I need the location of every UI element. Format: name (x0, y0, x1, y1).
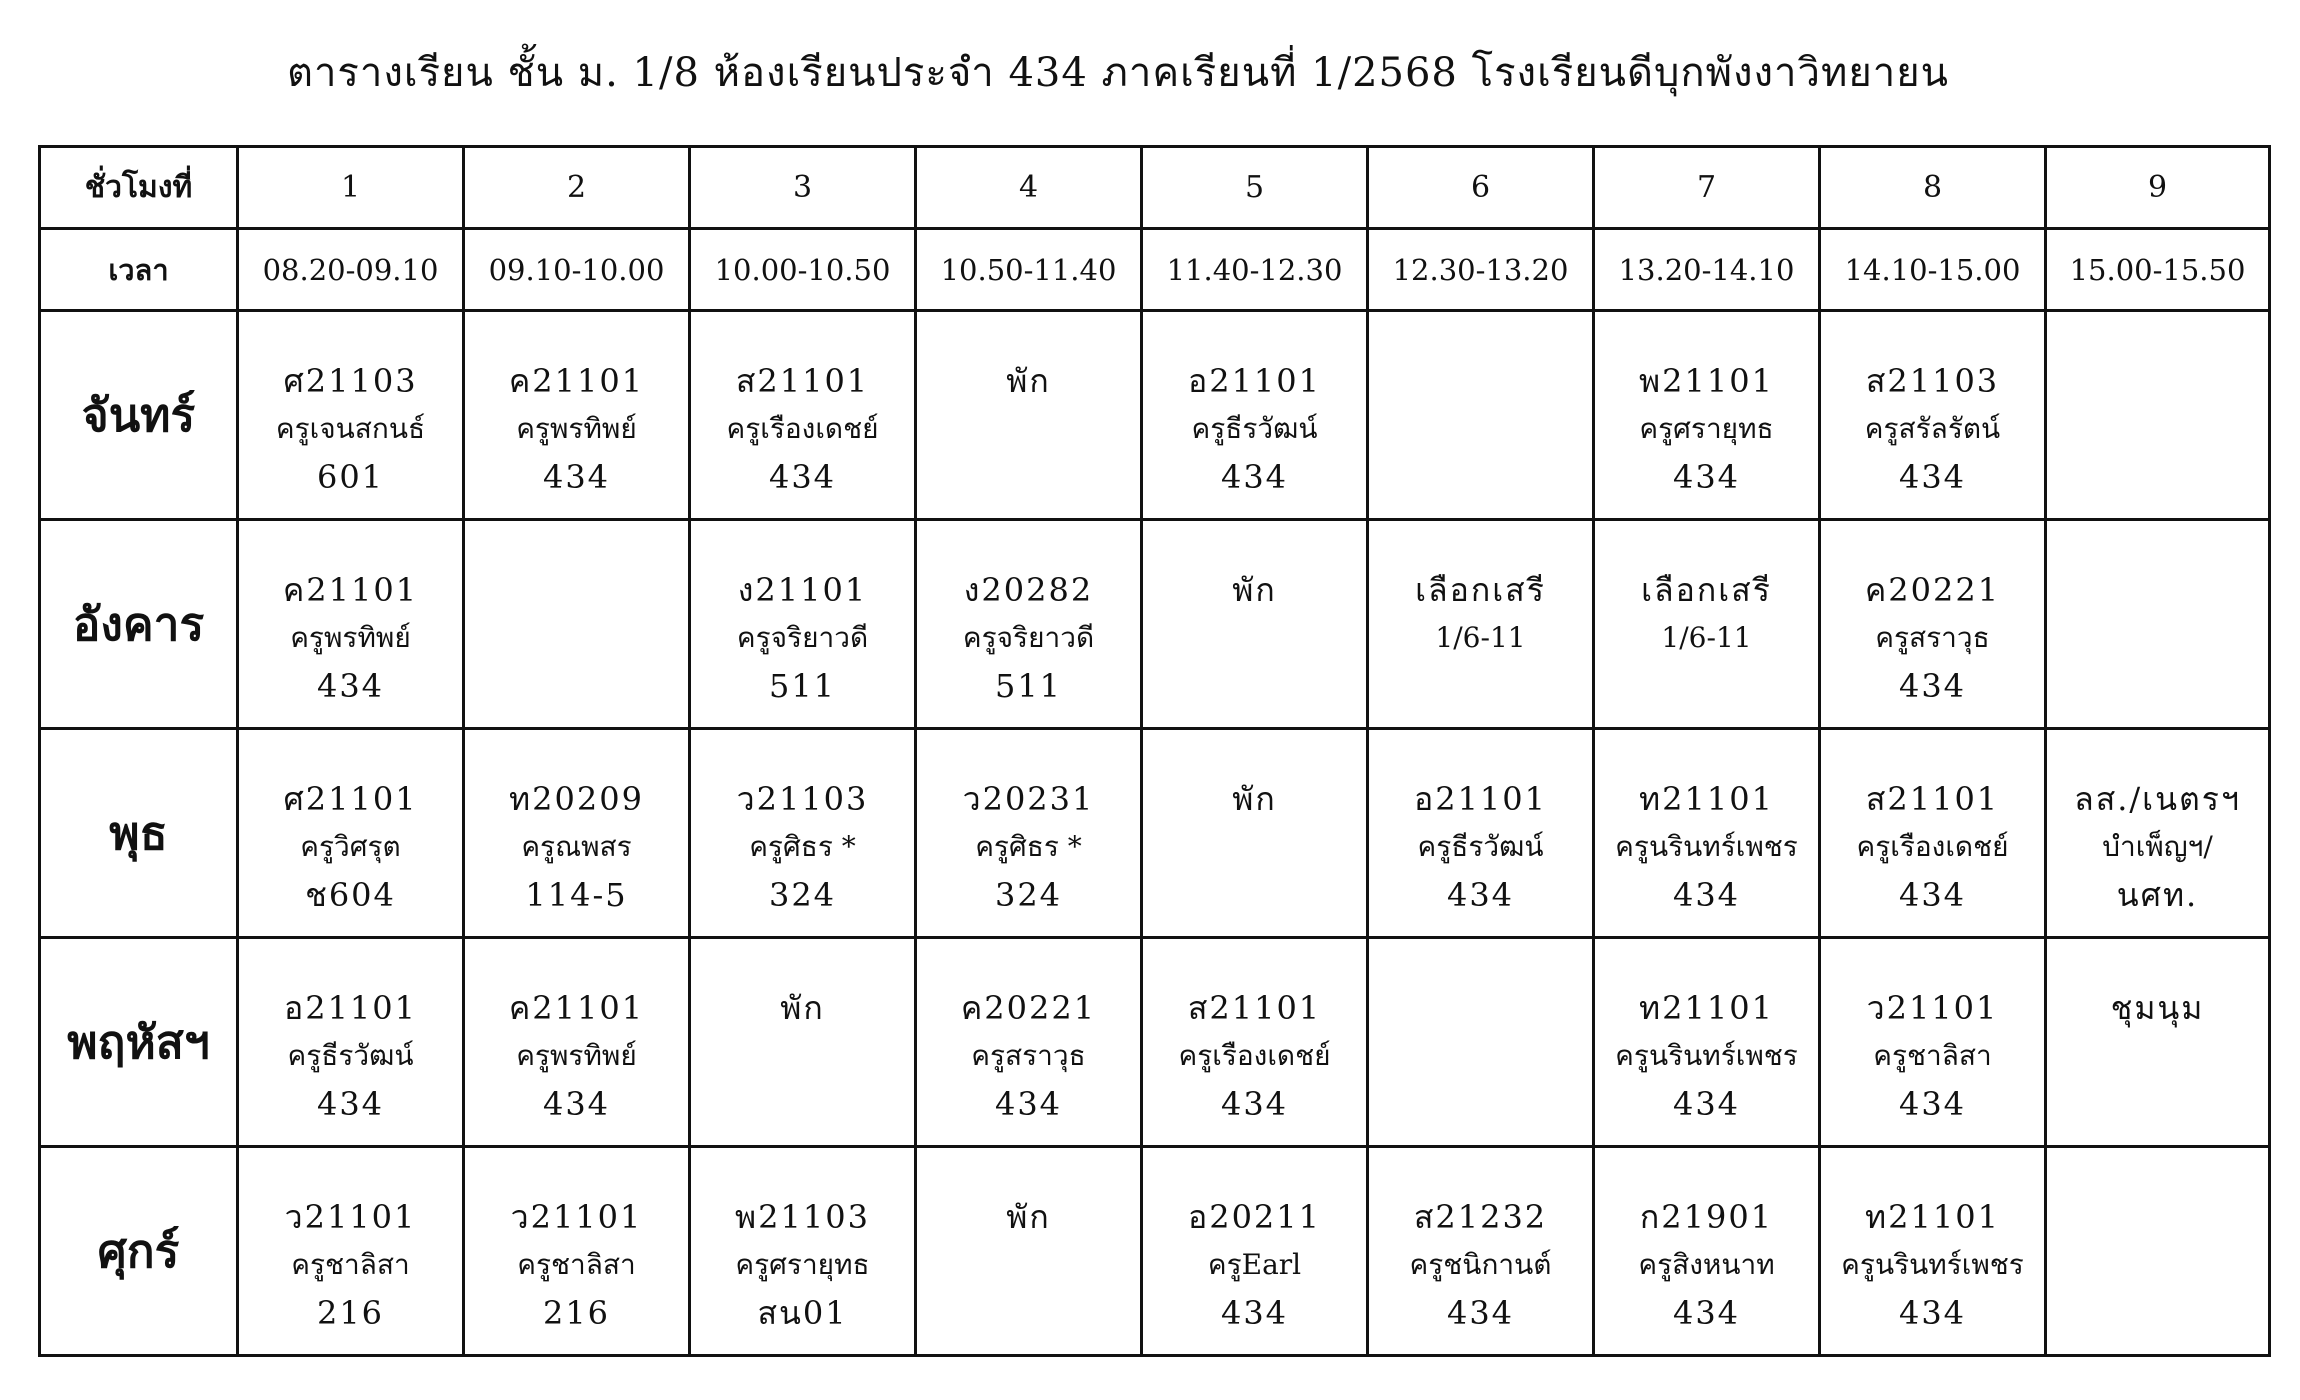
subject-code: ส21232 (1413, 1198, 1548, 1236)
teacher-name: ครูชนิกานต์ (1409, 1248, 1552, 1281)
room-number (917, 457, 1140, 497)
subject-code (2047, 570, 2268, 610)
class-cell (2046, 938, 2270, 1147)
subject-code: ลส./เนตรฯ (2074, 780, 2241, 818)
period-time: 15.00-15.50 (2046, 229, 2270, 311)
class-cell (1820, 1147, 2046, 1356)
room-number: ช604 (305, 876, 396, 914)
teacher-name: ครูเจนสกนธ์ (275, 412, 426, 445)
teacher-name (2047, 401, 2268, 457)
day-row-wednesday (40, 729, 2270, 938)
subject-code: ว21101 (510, 1198, 643, 1236)
class-cell (238, 938, 464, 1147)
class-cell (238, 520, 464, 729)
period-time: 10.50-11.40 (916, 229, 1142, 311)
class-cell (1368, 311, 1594, 520)
room-number: นศท. (2116, 876, 2199, 914)
room-number (1143, 666, 1366, 706)
teacher-name: ครูธีรวัฒน์ (287, 1039, 414, 1072)
subject-code (1369, 361, 1592, 401)
room-number: 434 (1672, 1294, 1741, 1332)
period-time: 08.20-09.10 (238, 229, 464, 311)
teacher-name: ครูชาลิสา (1873, 1039, 1992, 1072)
room-number: 434 (994, 1085, 1063, 1123)
subject-code: ท20209 (509, 780, 644, 818)
teacher-name: ครูธีรวัฒน์ (1191, 412, 1318, 445)
room-number: 434 (1898, 667, 1967, 705)
class-cell (1820, 938, 2046, 1147)
teacher-name: ครูเรืองเดชย์ (1178, 1039, 1331, 1072)
room-number: 434 (316, 667, 385, 705)
subject-code: ส21101 (735, 362, 870, 400)
room-number: 511 (994, 667, 1063, 705)
class-cell (1142, 1147, 1368, 1356)
teacher-name: ครูสรัลรัตน์ (1864, 412, 2001, 445)
teacher-name: ครูจริยาวดี (962, 621, 1095, 654)
class-cell (1368, 938, 1594, 1147)
teacher-name: ครูสิงหนาท (1638, 1248, 1775, 1281)
room-number: 434 (1898, 458, 1967, 496)
subject-code: ค20221 (1864, 571, 2001, 609)
room-number: 434 (1898, 1085, 1967, 1123)
room-number (917, 1293, 1140, 1333)
subject-code: พ21103 (735, 1198, 870, 1236)
subject-code: ท21101 (1865, 1198, 2000, 1236)
teacher-name: ครูศรายุทธ (1639, 412, 1774, 445)
subject-code: ง21101 (737, 571, 868, 609)
class-cell (2046, 729, 2270, 938)
subject-code: อ21101 (1187, 362, 1321, 400)
day-label: ศุกร์ (40, 1147, 238, 1356)
day-row-monday (40, 311, 2270, 520)
room-number: 434 (542, 458, 611, 496)
room-number: 434 (1898, 876, 1967, 914)
room-number: 511 (768, 667, 837, 705)
teacher-name (691, 1028, 914, 1084)
class-cell (464, 1147, 690, 1356)
room-number (1369, 666, 1592, 706)
teacher-name: 1/6-11 (1435, 621, 1526, 654)
class-cell (1142, 938, 1368, 1147)
subject-code: ศ21101 (283, 780, 418, 818)
period-number: 2 (464, 147, 690, 229)
period-number: 9 (2046, 147, 2270, 229)
subject-code: ว21101 (284, 1198, 417, 1236)
teacher-name: ครูเรืองเดชย์ (1856, 830, 2009, 863)
period-time: 14.10-15.00 (1820, 229, 2046, 311)
day-label: พฤหัสฯ (40, 938, 238, 1147)
class-cell (1820, 729, 2046, 938)
class-cell (2046, 311, 2270, 520)
class-cell (690, 1147, 916, 1356)
class-cell (916, 311, 1142, 520)
room-number: 434 (1672, 458, 1741, 496)
subject-code (465, 570, 688, 610)
room-number: 324 (994, 876, 1063, 914)
teacher-name (465, 610, 688, 666)
class-cell (2046, 520, 2270, 729)
class-cell (690, 520, 916, 729)
teacher-name (2047, 1237, 2268, 1293)
period-number: 4 (916, 147, 1142, 229)
teacher-name: ครูชาลิสา (517, 1248, 636, 1281)
room-number: 434 (1220, 1294, 1289, 1332)
class-cell (1368, 729, 1594, 938)
class-cell (2046, 1147, 2270, 1356)
period-number: 3 (690, 147, 916, 229)
class-cell (1820, 311, 2046, 520)
room-number (691, 1084, 914, 1124)
subject-code: ค21101 (508, 989, 645, 1027)
teacher-name: ครูจริยาวดี (736, 621, 869, 654)
period-time: 09.10-10.00 (464, 229, 690, 311)
room-number (2047, 1084, 2268, 1124)
day-row-friday (40, 1147, 2270, 1356)
class-cell (464, 938, 690, 1147)
room-number (2047, 457, 2268, 497)
class-cell (1142, 520, 1368, 729)
class-cell (1594, 1147, 1820, 1356)
subject-code (2047, 1197, 2268, 1237)
period-number: 1 (238, 147, 464, 229)
teacher-name: ครูศิธร * (975, 830, 1082, 863)
room-number: 216 (542, 1294, 611, 1332)
subject-code: พัก (1006, 1198, 1051, 1236)
room-number: 434 (542, 1085, 611, 1123)
subject-code: เลือกเสรี (1641, 571, 1772, 609)
class-cell (916, 729, 1142, 938)
subject-code: ว20231 (962, 780, 1095, 818)
subject-code: อ21101 (1413, 780, 1547, 818)
class-cell (1368, 1147, 1594, 1356)
subject-code: พัก (1232, 780, 1277, 818)
time-header-row (40, 229, 2270, 311)
subject-code: ก21901 (1639, 1198, 1774, 1236)
class-cell (1594, 938, 1820, 1147)
period-number: 5 (1142, 147, 1368, 229)
teacher-name: ครูศรายุทธ (735, 1248, 870, 1281)
class-cell (1368, 520, 1594, 729)
subject-code: ว21101 (1866, 989, 1999, 1027)
subject-code: ชุมนุม (2110, 989, 2205, 1027)
class-cell (238, 311, 464, 520)
subject-code: ง20282 (963, 571, 1094, 609)
day-row-thursday (40, 938, 2270, 1147)
teacher-name: ครูสราวุธ (1875, 621, 1990, 654)
teacher-name (917, 401, 1140, 457)
subject-code: ว21103 (736, 780, 869, 818)
teacher-name: บำเพ็ญฯ/ (2102, 830, 2213, 863)
teacher-name (917, 1237, 1140, 1293)
subject-code: อ21101 (283, 989, 417, 1027)
teacher-name: ครูสราวุธ (971, 1039, 1086, 1072)
teacher-name: ครูเรืองเดชย์ (726, 412, 879, 445)
time-label: เวลา (40, 229, 238, 311)
room-number: 434 (1220, 458, 1289, 496)
subject-code: พัก (1232, 571, 1277, 609)
subject-code: ศ21103 (283, 362, 418, 400)
teacher-name: ครูพรทิพย์ (516, 412, 637, 445)
period-time: 13.20-14.10 (1594, 229, 1820, 311)
class-cell (1594, 520, 1820, 729)
room-number: 601 (316, 458, 385, 496)
room-number: 324 (768, 876, 837, 914)
class-cell (916, 520, 1142, 729)
subject-code: ค21101 (282, 571, 419, 609)
class-cell (238, 1147, 464, 1356)
day-row-tuesday (40, 520, 2270, 729)
room-number: 434 (316, 1085, 385, 1123)
teacher-name: 1/6-11 (1661, 621, 1752, 654)
class-cell (1142, 729, 1368, 938)
class-cell (1820, 520, 2046, 729)
subject-code: ค21101 (508, 362, 645, 400)
teacher-name (1143, 610, 1366, 666)
class-cell (916, 938, 1142, 1147)
class-cell (1142, 311, 1368, 520)
teacher-name (1369, 401, 1592, 457)
teacher-name: ครูศิธร * (749, 830, 856, 863)
room-number: 114-5 (525, 876, 628, 914)
room-number: 434 (1672, 1085, 1741, 1123)
period-time: 11.40-12.30 (1142, 229, 1368, 311)
class-cell (464, 311, 690, 520)
subject-code: อ20211 (1187, 1198, 1321, 1236)
teacher-name: ครูพรทิพย์ (290, 621, 411, 654)
teacher-name (1369, 1028, 1592, 1084)
subject-code (2047, 361, 2268, 401)
room-number (1369, 1084, 1592, 1124)
room-number: 434 (1446, 1294, 1515, 1332)
teacher-name (2047, 1028, 2268, 1084)
teacher-name: ครูEarl (1207, 1248, 1302, 1281)
room-number (1369, 457, 1592, 497)
period-number: 7 (1594, 147, 1820, 229)
class-cell (464, 520, 690, 729)
class-cell (1594, 729, 1820, 938)
teacher-name: ครูพรทิพย์ (516, 1039, 637, 1072)
subject-code: ค20221 (960, 989, 1097, 1027)
subject-code: ท21101 (1639, 780, 1774, 818)
teacher-name: ครูนรินทร์เพชร (1615, 830, 1798, 863)
teacher-name (1143, 819, 1366, 875)
teacher-name: ครูนรินทร์เพชร (1615, 1039, 1798, 1072)
class-cell (690, 729, 916, 938)
room-number (2047, 666, 2268, 706)
room-number: 434 (1898, 1294, 1967, 1332)
room-number (1143, 875, 1366, 915)
period-time: 10.00-10.50 (690, 229, 916, 311)
timetable (38, 145, 2271, 1357)
period-time: 12.30-13.20 (1368, 229, 1594, 311)
subject-code: พัก (780, 989, 825, 1027)
class-cell (690, 311, 916, 520)
subject-code: ท21101 (1639, 989, 1774, 1027)
room-number: 216 (316, 1294, 385, 1332)
room-number (465, 666, 688, 706)
teacher-name: ครูวิศรุต (300, 830, 401, 863)
period-header-row (40, 147, 2270, 229)
subject-code: ส21103 (1865, 362, 2000, 400)
room-number: 434 (1672, 876, 1741, 914)
subject-code (1369, 988, 1592, 1028)
room-number: 434 (768, 458, 837, 496)
room-number (2047, 1293, 2268, 1333)
subject-code: พ21101 (1639, 362, 1774, 400)
subject-code: ส21101 (1865, 780, 2000, 818)
teacher-name: ครูชาลิสา (291, 1248, 410, 1281)
subject-code: ส21101 (1187, 989, 1322, 1027)
teacher-name (2047, 610, 2268, 666)
teacher-name: ครูธีรวัฒน์ (1417, 830, 1544, 863)
page-title: ตารางเรียน ชั้น ม. 1/8 ห้องเรียนประจำ 434 ภาคเรียนที่ 1/2568 โรงเรียนดีบุกพังงาวิทยายน (286, 50, 1950, 96)
day-label: พุธ (40, 729, 238, 938)
period-number: 6 (1368, 147, 1594, 229)
subject-code: พัก (1006, 362, 1051, 400)
day-label: จันทร์ (40, 311, 238, 520)
room-number: สน01 (757, 1294, 848, 1332)
day-label: อังคาร (40, 520, 238, 729)
class-cell (1594, 311, 1820, 520)
subject-code: เลือกเสรี (1415, 571, 1546, 609)
teacher-name: ครูณพสร (521, 830, 632, 863)
room-number (1595, 666, 1818, 706)
teacher-name: ครูนรินทร์เพชร (1841, 1248, 2024, 1281)
class-cell (916, 1147, 1142, 1356)
class-cell (690, 938, 916, 1147)
class-cell (464, 729, 690, 938)
room-number: 434 (1220, 1085, 1289, 1123)
class-cell (238, 729, 464, 938)
period-label: ชั่วโมงที่ (40, 147, 238, 229)
room-number: 434 (1446, 876, 1515, 914)
period-number: 8 (1820, 147, 2046, 229)
